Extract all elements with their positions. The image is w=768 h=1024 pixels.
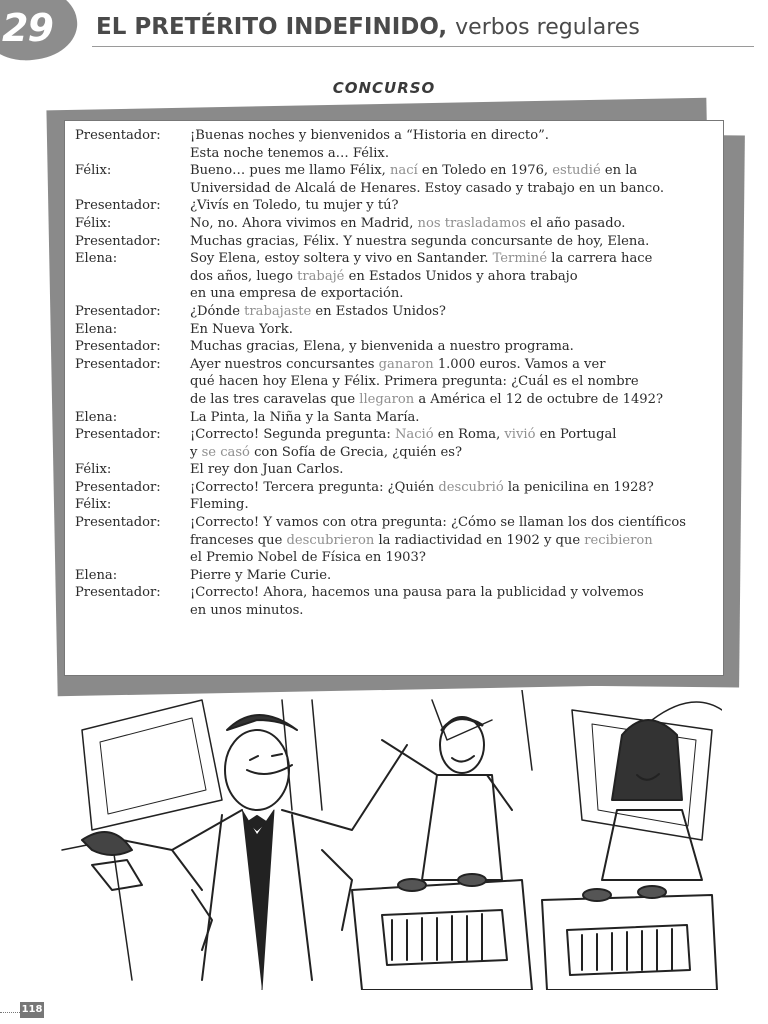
speech-line [190,514,715,532]
speech-segment: ¡Correcto! Ahora, hacemos una pausa para la publicidad y volvemos [190,585,644,601]
verb-highlight: estudié [552,163,601,179]
verb-highlight: descubrió [438,479,504,495]
speaker-name: Presentador: [75,427,161,443]
verb-highlight: recibieron [584,532,653,548]
speech-segment: en Portugal [535,427,617,443]
dialogue-turn [75,162,715,197]
speech-segment: en la [600,163,638,179]
speech-segment: la radiactividad en 1902 y que [374,532,585,548]
speech-line [190,496,715,514]
dialogue-turn [75,479,715,497]
speech-segment: Muchas gracias, Félix. Y nuestra segunda concursante de hoy, Elena. [190,233,650,249]
speech-line [190,250,715,268]
section-title: CONCURSO [332,79,436,97]
page-title [96,14,640,40]
speaker-name: Elena: [75,409,118,425]
speech-text [190,250,715,303]
verb-highlight: Terminé [492,251,548,267]
speech-line [190,145,715,163]
speech-line [190,602,715,620]
speech-line [190,461,715,479]
speech-segment: 1.000 euros. Vamos a ver [433,356,606,372]
speech-segment: La Pinta, la Niña y la Santa María. [190,409,420,425]
speech-line [190,197,715,215]
dialogue-turn [75,321,715,339]
speech-line [190,567,715,585]
speech-line [190,426,715,444]
speech-segment: El rey don Juan Carlos. [190,462,344,478]
speaker-name: Félix: [75,497,112,513]
verb-highlight: Nació [394,427,434,443]
speaker-name: Presentador: [75,233,161,249]
speech-line [190,409,715,427]
speech-text [190,321,715,339]
speech-segment: Esta noche tenemos a… Félix. [190,145,389,161]
page-title-sub: verbos regulares [455,15,640,40]
speech-segment: la penicilina en 1928? [503,479,654,495]
speech-text [190,496,715,514]
speech-text [190,127,715,162]
speaker-name: Félix: [75,215,112,231]
speech-segment: en Estados Unidos y ahora trabajo [344,268,578,284]
speaker-name: Félix: [75,163,112,179]
speech-line [190,356,715,374]
speech-segment: Fleming. [190,497,249,513]
speech-line [190,180,715,198]
speech-text [190,356,715,409]
speech-line [190,285,715,303]
speech-segment: Bueno… pues me llamo Félix, [190,163,390,179]
verb-highlight: descubrieron [286,532,375,548]
speech-text [190,303,715,321]
speech-text [190,461,715,479]
speech-line [190,233,715,251]
speaker-name: Elena: [75,321,118,337]
speech-segment: ¡Correcto! Y vamos con otra pregunta: ¿Cómo se llaman los dos científicos [190,515,686,531]
speech-segment: en Estados Unidos? [311,303,446,319]
dialogue-turn [75,356,715,409]
speaker-name: Presentador: [75,515,161,531]
speech-segment: No, no. Ahora vivimos en Madrid, [190,215,418,231]
speech-segment: En Nueva York. [190,321,293,337]
speech-line [190,391,715,409]
speaker-name: Presentador: [75,356,161,372]
dialogue-turn [75,461,715,479]
dialogue-turn [75,514,715,567]
quiz-show-illustration [52,690,722,990]
verb-highlight: nací [390,163,418,179]
verb-highlight: se casó [201,444,250,460]
speech-text [190,409,715,427]
speech-segment: a América el 12 de octubre de 1492? [414,391,663,407]
unit-number: 29 [2,6,53,50]
speech-text [190,584,715,619]
speech-line [190,549,715,567]
speech-segment: Ayer nuestros concursantes [190,356,379,372]
speaker-name: Presentador: [75,198,161,214]
page-title-main: EL PRETÉRITO INDEFINIDO, [96,14,448,40]
dialogue-turn [75,496,715,514]
speech-segment: ¿Dónde [190,303,245,319]
dialogue-turn [75,197,715,215]
page-number: 118 [20,1002,44,1018]
speech-segment: ¡Buenas noches y bienvenidos a “Historia en directo”. [190,128,549,143]
speech-line [190,479,715,497]
speaker-name: Elena: [75,567,118,583]
speech-line [190,268,715,286]
speech-line [190,215,715,233]
speaker-name: Presentador: [75,479,161,495]
dialogue-turn [75,338,715,356]
speaker-name: Presentador: [75,339,161,355]
speech-segment: con Sofía de Grecia, ¿quién es? [249,444,463,460]
speech-segment: franceses que [190,532,287,548]
speech-segment: ¡Correcto! Tercera pregunta: ¿Quién [190,479,439,495]
speech-segment: ¡Correcto! Segunda pregunta: [190,427,395,443]
verb-highlight: trabajé [297,268,345,284]
speech-segment: en Roma, [433,427,505,443]
speech-segment: dos años, luego [190,268,298,284]
dialogue-turn [75,303,715,321]
dialogue-turn [75,250,715,303]
verb-highlight: nos trasladamos [417,215,526,231]
dialogue-turn [75,567,715,585]
verb-highlight: llegaron [359,391,415,407]
speech-line [190,338,715,356]
speech-segment: Universidad de Alcalá de Henares. Estoy casado y trabajo en un banco. [190,180,665,196]
dialogue-turn [75,426,715,461]
speech-text [190,233,715,251]
speech-segment: en una empresa de exportación. [190,286,404,302]
speech-text [190,215,715,233]
speech-segment: qué hacen hoy Elena y Félix. Primera pregunta: ¿Cuál es el nombre [190,374,639,390]
speech-segment: el año pasado. [525,215,626,231]
dialogue-turn [75,127,715,162]
speech-text [190,338,715,356]
speech-segment: en Toledo en 1976, [417,163,553,179]
dialogue-turn [75,584,715,619]
speech-segment: la carrera hace [547,251,653,267]
header-rule [92,46,754,47]
speech-line [190,321,715,339]
speech-segment: y [190,444,202,460]
speech-segment: Pierre y Marie Curie. [190,567,332,583]
dialogue-turn [75,215,715,233]
speaker-name: Presentador: [75,128,161,143]
speech-text [190,197,715,215]
speech-segment: ¿Vivís en Toledo, tu mujer y tú? [190,198,399,214]
verb-highlight: vivió [504,427,536,443]
dialogue-box [64,120,724,676]
speaker-name: Presentador: [75,585,161,601]
speech-segment: Muchas gracias, Elena, y bienvenida a nuestro programa. [190,339,574,355]
speech-line [190,584,715,602]
speaker-name: Félix: [75,462,112,478]
speech-text [190,514,715,567]
speech-line [190,444,715,462]
dialogue-turn [75,409,715,427]
speaker-name: Elena: [75,251,118,267]
speech-text [190,162,715,197]
speech-segment: en unos minutos. [190,603,304,619]
speech-segment: de las tres caravelas que [190,391,360,407]
verb-highlight: ganaron [378,356,434,372]
speaker-name: Presentador: [75,303,161,319]
speech-line [190,303,715,321]
speech-line [190,532,715,550]
verb-highlight: trabajaste [244,303,312,319]
speech-text [190,426,715,461]
speech-segment: el Premio Nobel de Física en 1903? [190,550,426,566]
dialogue-turn [75,233,715,251]
speech-line [190,127,715,145]
speech-line [190,162,715,180]
speech-text [190,567,715,585]
speech-text [190,479,715,497]
page-number-leader [0,1012,20,1013]
speech-line [190,373,715,391]
speech-segment: Soy Elena, estoy soltera y vivo en Santander. [190,251,493,267]
